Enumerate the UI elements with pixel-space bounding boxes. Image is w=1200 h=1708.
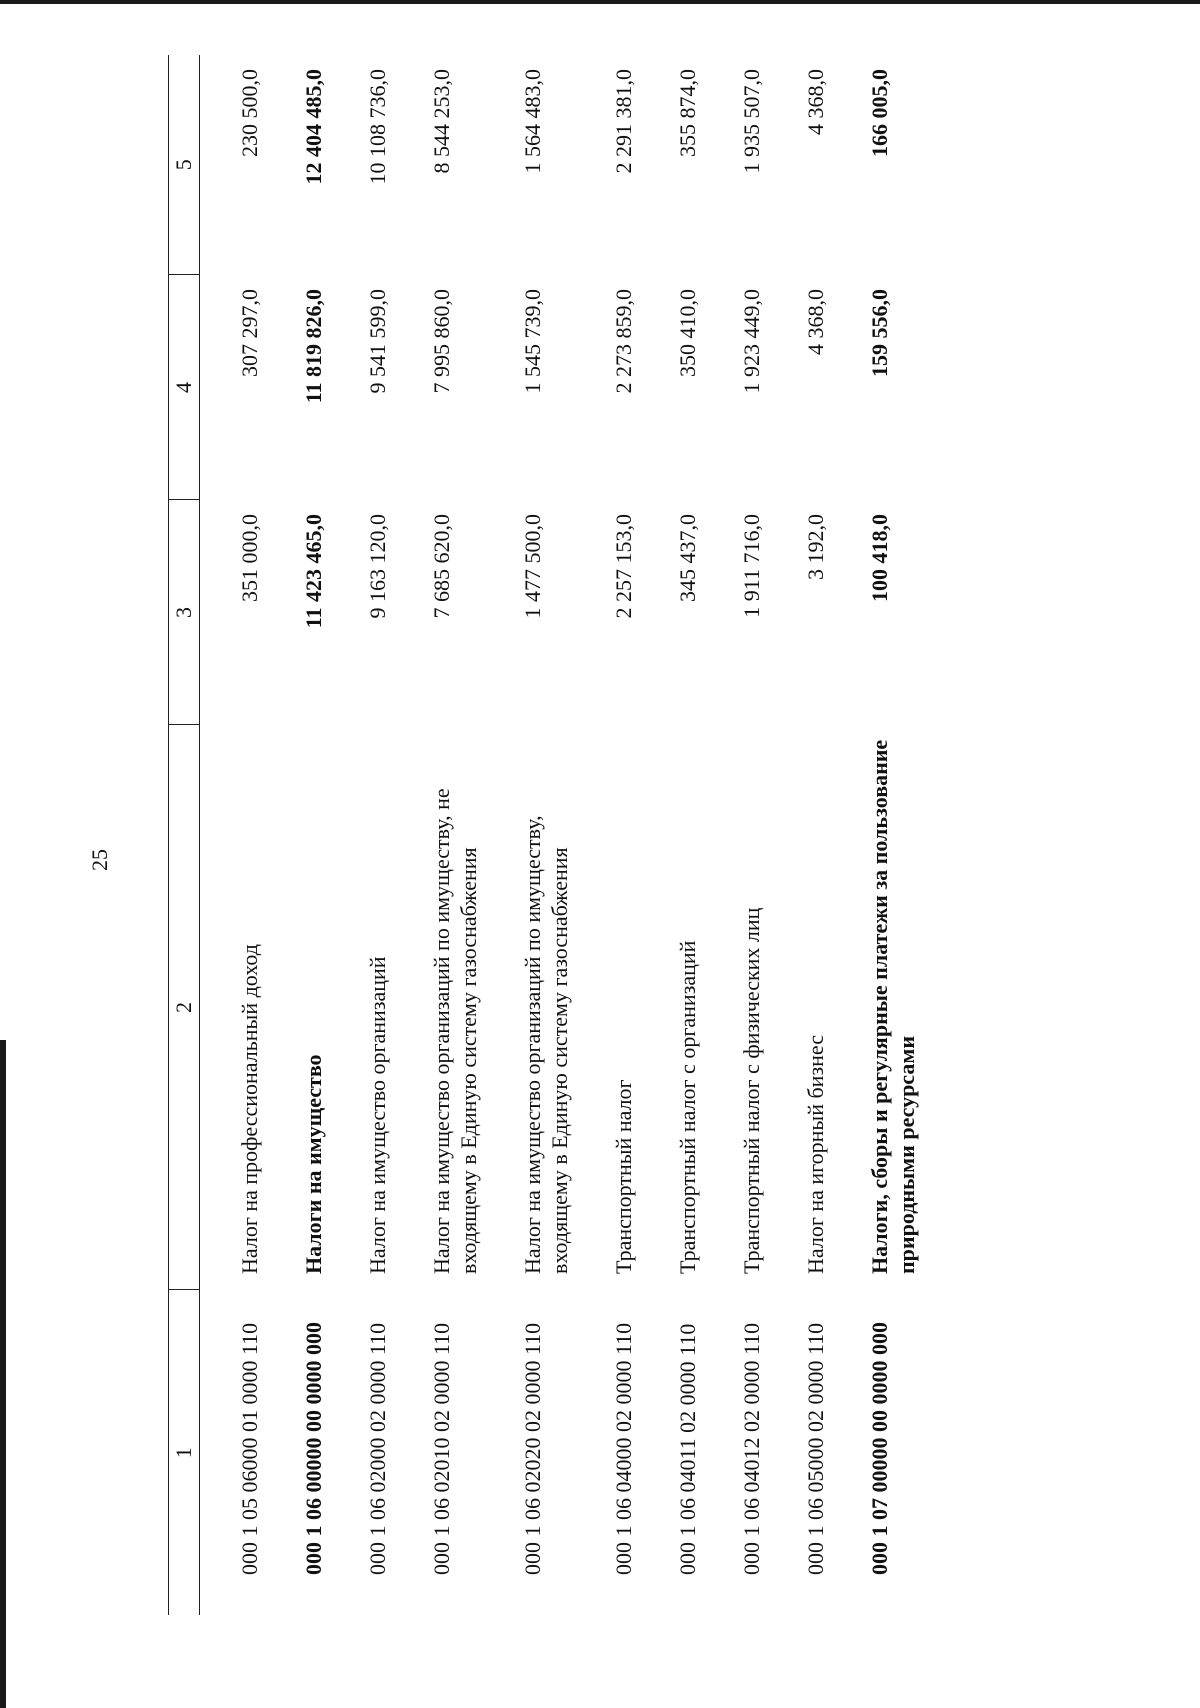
row-value-5: 2 291 381,0 — [611, 69, 636, 174]
row-value-3: 7 685 620,0 — [429, 514, 454, 619]
row-value-5: 8 544 253,0 — [429, 69, 454, 174]
row-value-5: 1 564 483,0 — [520, 69, 545, 174]
row-gap — [391, 55, 428, 1615]
row-value-5: 12 404 485,0 — [301, 69, 326, 185]
row-gap — [573, 55, 610, 1615]
row-value-4: 9 541 599,0 — [365, 289, 390, 394]
row-code: 000 1 06 04000 02 0000 110 — [611, 1322, 636, 1575]
row-gap — [263, 55, 300, 1615]
row-name: Транспортный налог с физических лиц — [739, 907, 764, 1274]
row-value-4: 7 995 860,0 — [429, 289, 454, 394]
row-code: 000 1 06 04011 02 0000 110 — [675, 1323, 700, 1575]
row-value-4: 1 545 739,0 — [520, 289, 545, 394]
table-row — [428, 55, 482, 1615]
row-value-3: 345 437,0 — [675, 514, 700, 602]
row-value-5: 166 005,0 — [867, 69, 892, 157]
row-code: 000 1 07 00000 00 0000 000 — [867, 1322, 892, 1575]
row-code: 000 1 06 02020 02 0000 110 — [520, 1322, 545, 1575]
column-header-3: 3 — [169, 500, 200, 725]
row-value-5: 10 108 736,0 — [365, 69, 390, 185]
column-header-5: 5 — [169, 55, 200, 275]
row-value-4: 159 556,0 — [867, 289, 892, 377]
scan-edge-left — [0, 1040, 6, 1708]
row-name: Налог на игорный бизнес — [803, 1035, 828, 1274]
scan-edge-top — [0, 0, 1200, 4]
row-name: Налоги, сборы и регулярные платежи за пользование природными ресурсами — [867, 739, 919, 1274]
row-name: Налог на имущество организаций по имуществу, входящему в Единую систему газоснабжения — [520, 815, 572, 1274]
row-value-3: 1 477 500,0 — [520, 514, 545, 619]
page-number: 25 — [87, 849, 112, 871]
row-value-3: 11 423 465,0 — [301, 514, 326, 629]
row-value-5: 1 935 507,0 — [739, 69, 764, 174]
row-value-4: 2 273 859,0 — [611, 289, 636, 394]
row-value-5: 4 368,0 — [803, 69, 828, 135]
row-value-4: 307 297,0 — [237, 289, 262, 377]
table-row — [738, 55, 765, 1615]
row-value-3: 100 418,0 — [867, 514, 892, 602]
row-value-3: 1 911 716,0 — [739, 514, 764, 618]
row-value-5: 230 500,0 — [237, 69, 262, 157]
row-code: 000 1 06 02010 02 0000 110 — [429, 1322, 454, 1575]
table-row — [866, 55, 920, 1615]
row-gap — [482, 55, 519, 1615]
row-gap — [701, 55, 738, 1615]
budget-table-container — [168, 55, 1008, 1615]
row-code: 000 1 06 05000 02 0000 110 — [803, 1322, 828, 1575]
table-row — [610, 55, 637, 1615]
row-value-5: 355 874,0 — [675, 69, 700, 157]
row-value-4: 1 923 449,0 — [739, 289, 764, 394]
row-code: 000 1 05 06000 01 0000 110 — [237, 1322, 262, 1575]
row-value-4: 350 410,0 — [675, 289, 700, 377]
row-gap — [637, 55, 674, 1615]
row-value-3: 9 163 120,0 — [365, 514, 390, 619]
column-header-1: 1 — [169, 1290, 200, 1615]
row-code: 000 1 06 00000 00 0000 000 — [301, 1322, 326, 1575]
table-row — [364, 55, 391, 1615]
row-gap — [765, 55, 802, 1615]
row-name: Налоги на имущество — [301, 1054, 326, 1274]
table-row — [236, 55, 263, 1615]
table-row — [802, 55, 829, 1615]
row-value-4: 11 819 826,0 — [301, 289, 326, 404]
row-name: Налог на профессиональный доход — [237, 944, 262, 1274]
row-code: 000 1 06 02000 02 0000 110 — [365, 1322, 390, 1575]
column-header-4: 4 — [169, 275, 200, 500]
row-value-4: 4 368,0 — [803, 289, 828, 355]
table-row — [300, 55, 327, 1615]
budget-table — [168, 55, 920, 1615]
table-row — [519, 55, 573, 1615]
row-name: Налог на имущество организаций — [365, 956, 390, 1274]
row-code: 000 1 06 04012 02 0000 110 — [739, 1322, 764, 1575]
row-value-3: 3 192,0 — [803, 514, 828, 580]
header-row — [169, 55, 200, 1615]
row-name: Транспортный налог с организаций — [675, 940, 700, 1274]
row-gap — [327, 55, 364, 1615]
row-name: Транспортный налог — [611, 1079, 636, 1274]
row-name: Налог на имущество организаций по имуществу, не входящему в Единую систему газоснабжения — [429, 788, 481, 1274]
row-value-3: 2 257 153,0 — [611, 514, 636, 619]
table-row — [674, 55, 701, 1615]
table-spacer — [200, 55, 237, 1615]
row-value-3: 351 000,0 — [237, 514, 262, 602]
row-gap — [829, 55, 866, 1615]
column-header-2: 2 — [169, 725, 200, 1290]
